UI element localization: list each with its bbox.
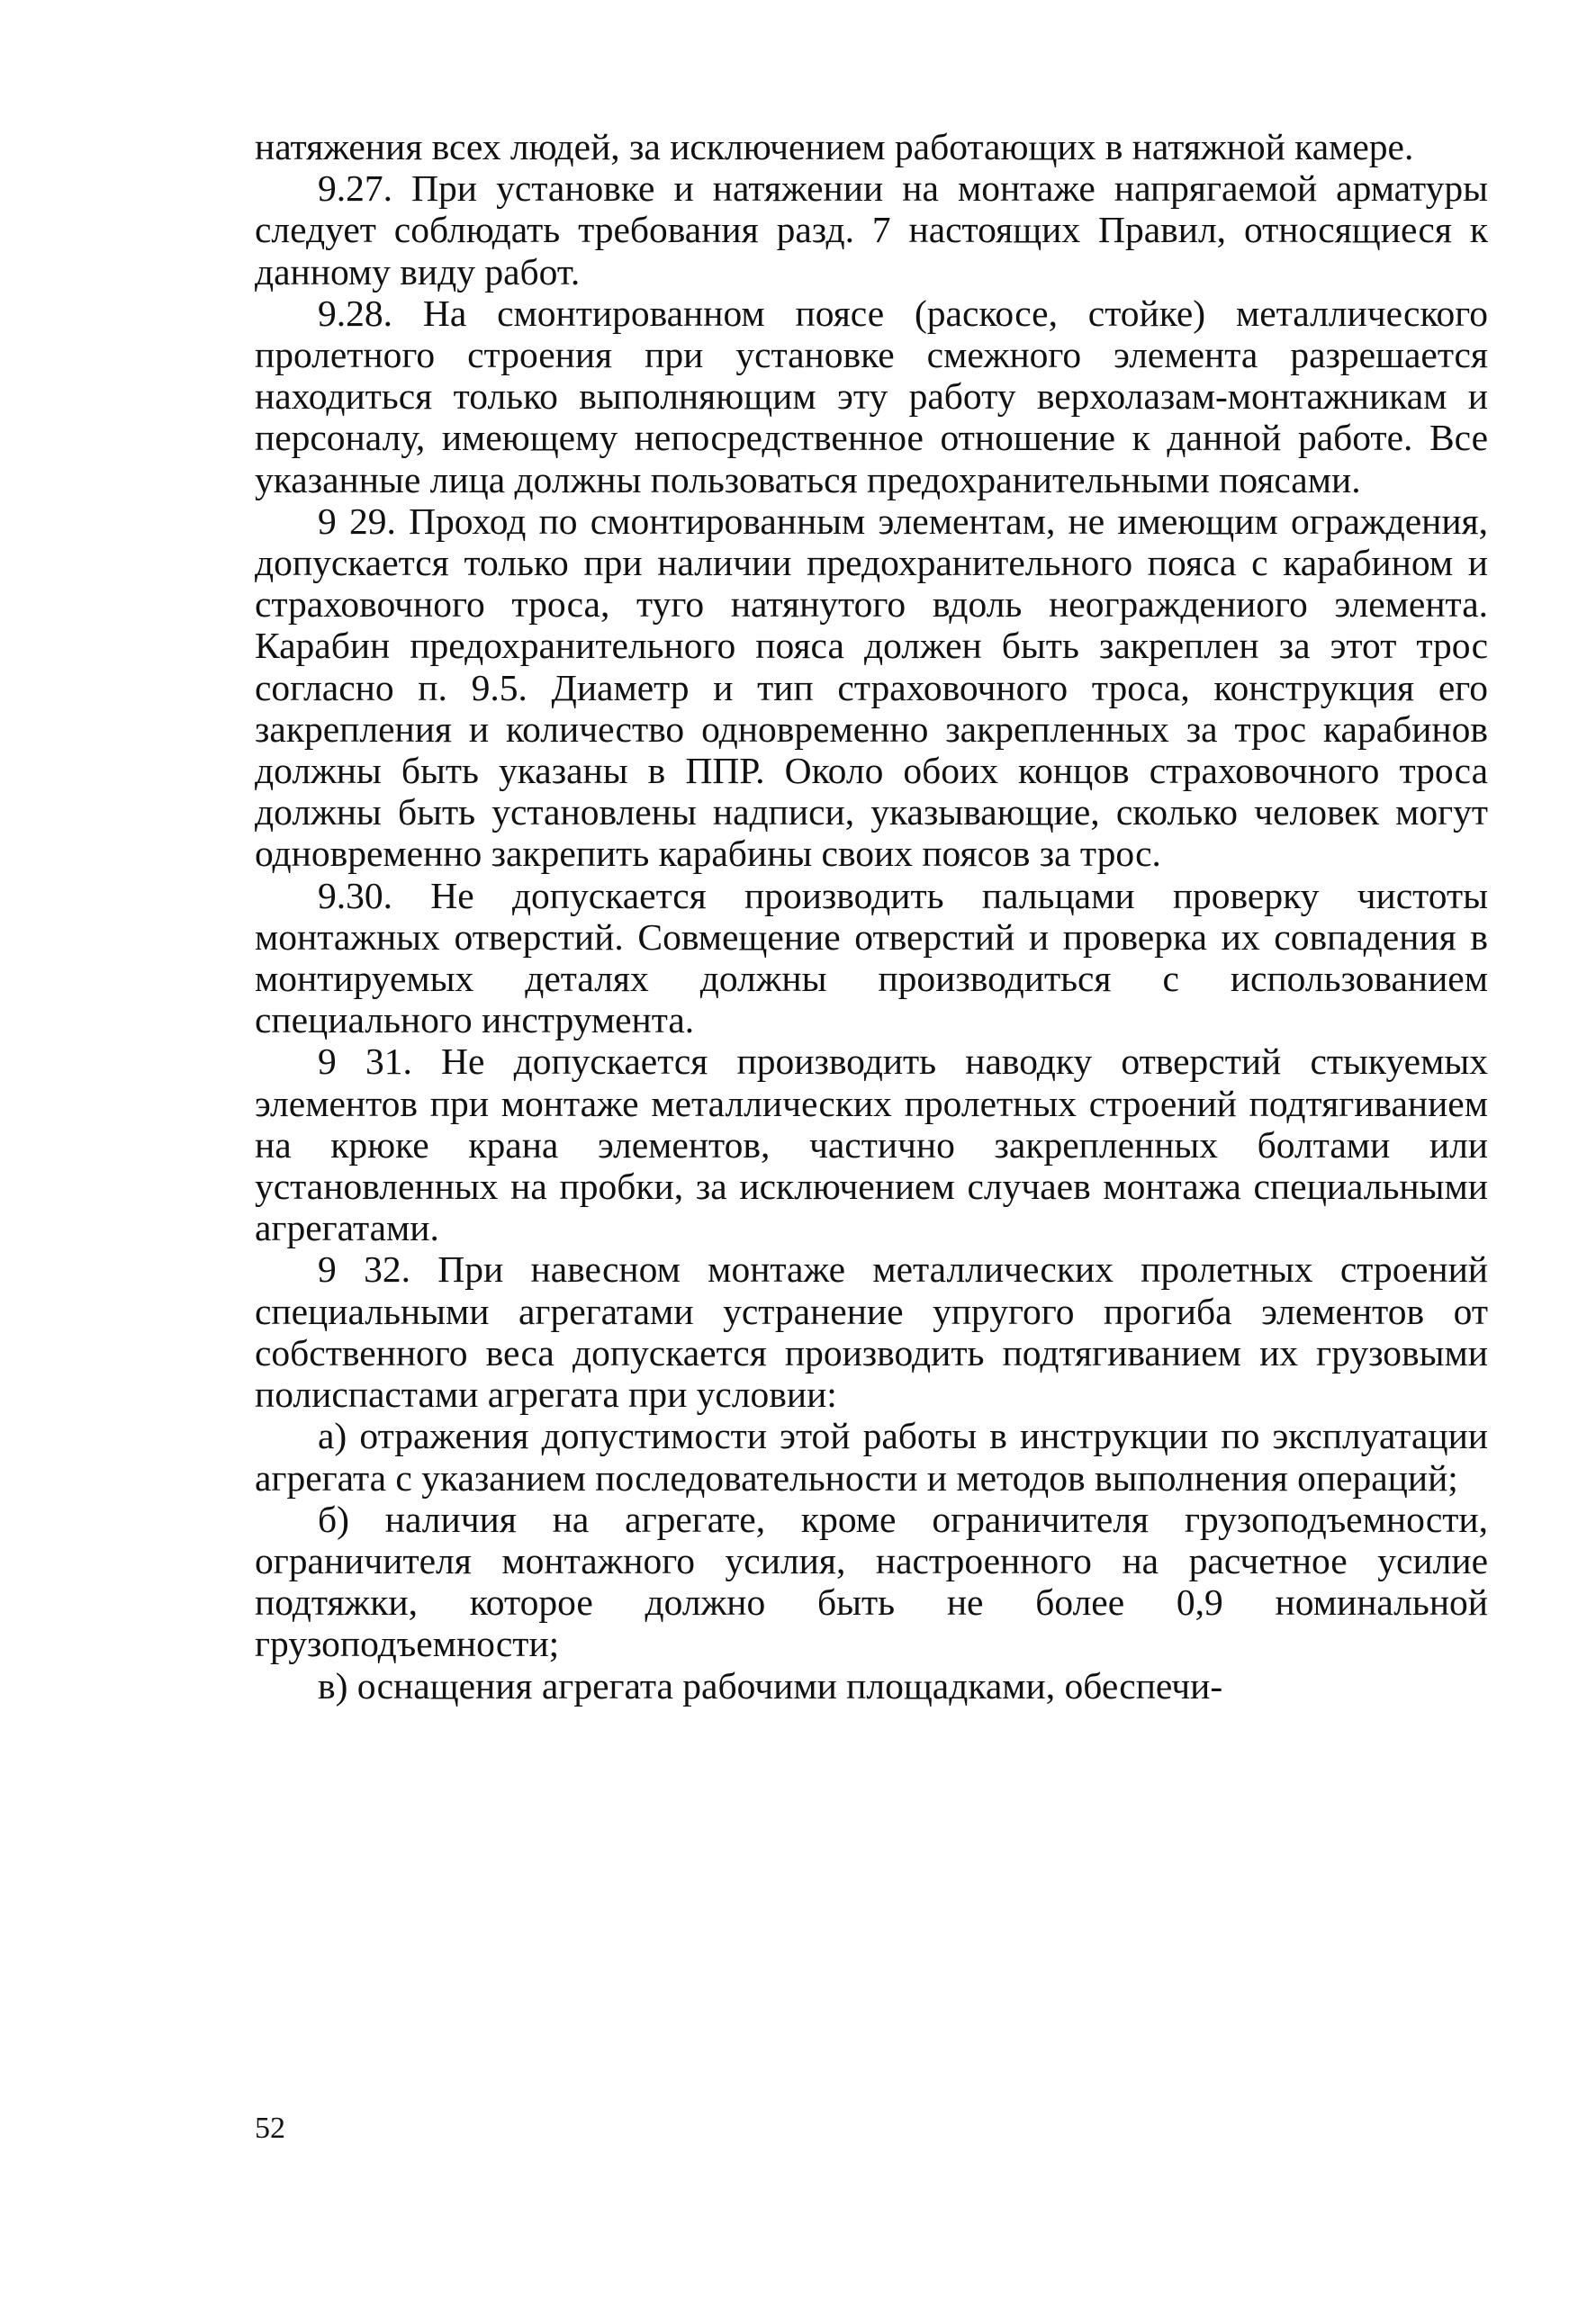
paragraph-9-32: 9 32. При навесном монтаже металлических пролетных строений специальными агрегатами устранение упругого прогиба элементов от собственного веса допускается производить подтягиванием их грузовыми полиспастами агрегата при условии: [255,1248,1488,1416]
document-body [255,126,1488,1707]
paragraph-9-28: 9.28. На смонтированном поясе (раскосе, стойке) металлического пролетного строения при установке смежного элемента разрешается находиться только выполняющим эту работу верхолазам-монтажникам и персоналу, имеющему непосредственное отношение к данной работе. Все указанные лица должны пользоваться предохранительными поясами. [255,292,1488,500]
paragraph-9-31: 9 31. Не допускается производить наводку отверстий стыкуемых элементов при монтаже металлических пролетных строений подтягиванием на крюке крана элементов, частично закрепленных болтами или установленных на пробки, за исключением случаев монтажа специальными агрегатами. [255,1040,1488,1249]
page-number: 52 [255,2112,285,2145]
list-item-v: в) оснащения агрегата рабочими площадками, обеспечи- [318,1664,1223,1707]
list-item-b: б) наличия на агрегате, кроме ограничителя грузоподъемности, ограничителя монтажного усилия, настроенного на расчетное усилие подтяжки, которое должно быть не более 0,9 номинальной грузоподъемности; [255,1498,1488,1665]
paragraph-9-30: 9.30. Не допускается производить пальцами проверку чистоты монтажных отверстий. Совмещение отверстий и проверка их совпадения в монтируемых деталях должны производиться с использованием специального инструмента. [255,874,1488,1041]
paragraph-9-29: 9 29. Проход по смонтированным элементам, не имеющим ограждения, допускается только при наличии предохранительного пояса с карабином и страховочного троса, туго натянутого вдоль неограждениого элемента. Карабин предохранительного пояса должен быть закреплен за этот трос согласно п. 9.5. Диаметр и тип страховочного троса, конструкция его закрепления и количество одновременно закрепленных за трос карабинов должны быть указаны в ППР. Около обоих концов страховочного троса должны быть установлены надписи, указывающие, сколько человек могут одновременно закрепить карабины своих поясов за трос. [255,500,1488,875]
paragraph-9-27: 9.27. При установке и натяжении на монтаже напрягаемой арматуры следует соблюдать требования разд. 7 настоящих Правил, относящиеся к данному виду работ. [255,167,1488,293]
paragraph-continuation: натяжения всех людей, за исключением работающих в натяжной камере. [255,126,1414,167]
list-item-a: а) отражения допустимости этой работы в инструкции по эксплуатации агрегата с указанием последовательности и методов выполнения операций; [255,1415,1488,1499]
